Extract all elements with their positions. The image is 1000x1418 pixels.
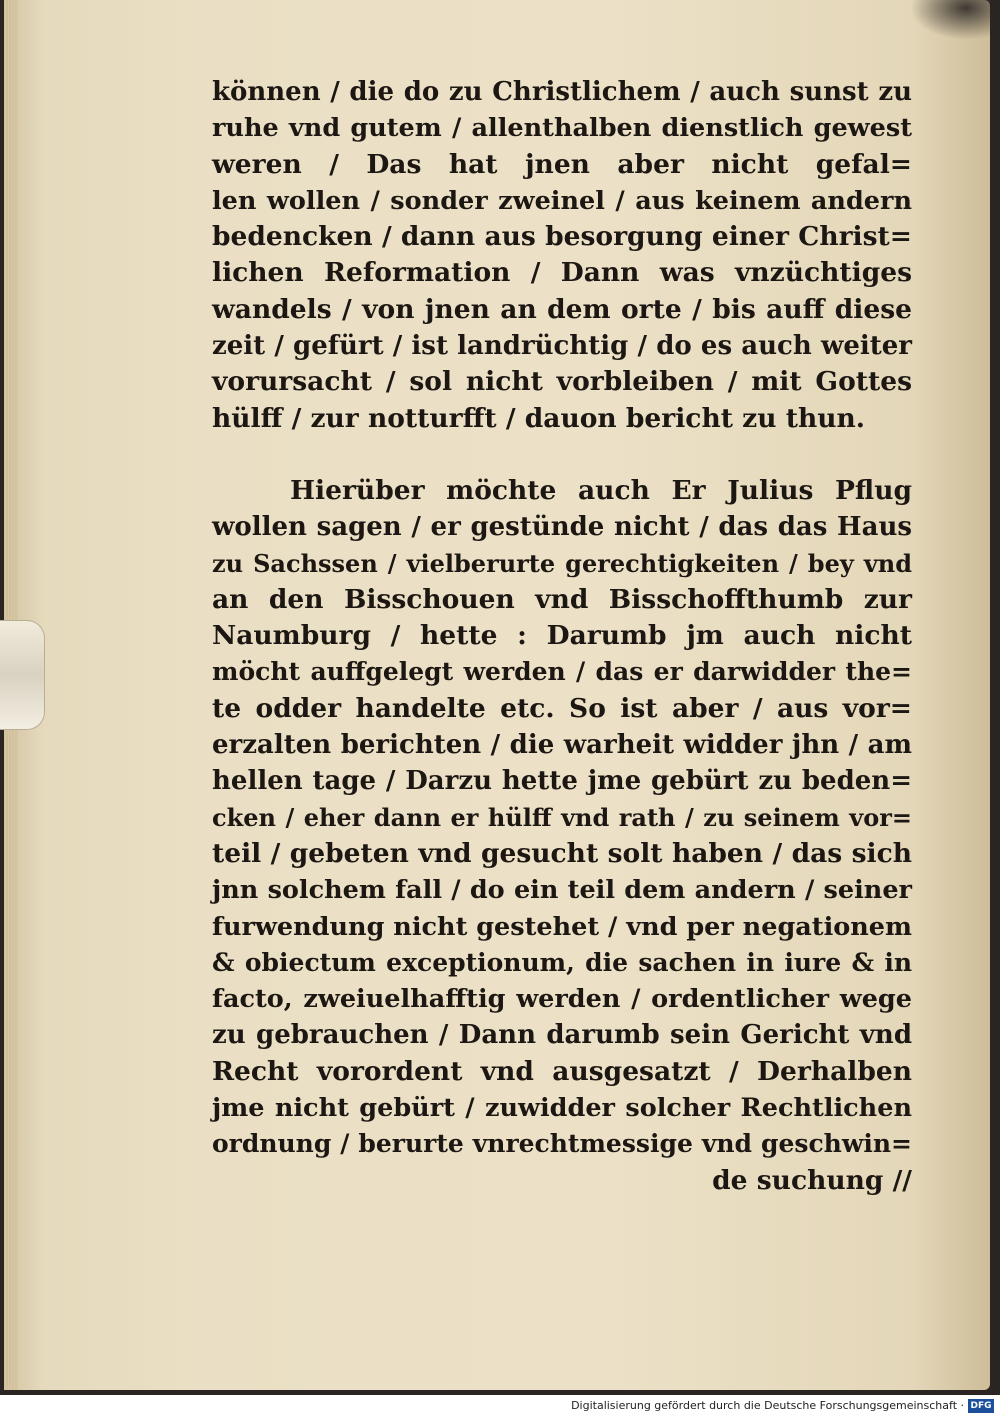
text-line: zu Sachssen / vielberurte gerechtigkeiten / bey vnd: [212, 548, 912, 578]
dfg-logo: DFG: [968, 1399, 994, 1413]
text-line: zu gebrauchen / Dann darumb sein Gericht vnd: [212, 1020, 912, 1051]
text-line: ordnung / berurte vnrechtmessige vnd geschwin=: [212, 1129, 912, 1159]
text-line: Recht vorordent vnd ausgesatzt / Derhalben: [212, 1055, 912, 1087]
text-line: ruhe vnd gutem / allenthalben dienstlich gewest: [212, 113, 912, 144]
text-line: hülff / zur notturfft / dauon bericht zu thun.: [212, 402, 865, 434]
text-line: bedencken / dann aus besorgung einer Christ=: [212, 221, 912, 253]
book-page: [4, 0, 990, 1390]
page-text: [212, 74, 912, 1199]
text-line: wollen sagen / er gestünde nicht / das das Haus: [212, 512, 912, 543]
text-line: an den Bisschouen vnd Bisschoffthumb zur: [212, 583, 912, 615]
paragraph-gap: [212, 437, 912, 473]
text-line: vorursacht / sol nicht vorbleiben / mit Gottes: [212, 366, 912, 398]
text-line: Hierüber möchte auch Er Julius Pflug: [290, 474, 912, 506]
text-line: de suchung //: [712, 1164, 912, 1196]
text-line: te odder handelte etc. So ist aber / aus vor=: [212, 692, 912, 724]
footer-bar: [0, 1396, 1000, 1418]
corner-stain: [910, 0, 990, 40]
text-line: jme nicht gebürt / zuwidder solcher Rechtlichen: [212, 1093, 912, 1124]
text-line: können / die do zu Christlichem / auch sunst zu: [212, 77, 912, 107]
text-line: weren / Das hat jnen aber nicht gefal=: [212, 148, 912, 180]
text-line: jnn solchem fall / do ein teil dem andern / seiner: [212, 875, 912, 906]
page-clip: [0, 620, 45, 730]
text-line: cken / eher dann er hülff vnd rath / zu seinem vor=: [212, 802, 912, 832]
text-line: facto, zweiuelhafftig werden / ordentlicher wege: [212, 984, 912, 1015]
text-line: hellen tage / Darzu hette jme gebürt zu beden=: [212, 766, 912, 797]
text-line: furwendung nicht gestehet / vnd per negationem: [212, 911, 913, 942]
text-line: wandels / von jnen an dem orte / bis auff diese: [212, 293, 912, 325]
text-line: erzalten berichten / die warheit widder jhn / am: [212, 730, 912, 761]
text-line: len wollen / sonder zweinel / aus keinem andern: [212, 185, 912, 216]
text-line: Naumburg / hette : Darumb jm auch nicht: [212, 620, 912, 652]
text-line: möcht auffgelegt werden / das er darwidder the=: [212, 657, 912, 687]
text-line: zeit / gefürt / ist landrüchtig / do es auch weiter: [212, 331, 912, 362]
text-line: teil / gebeten vnd gesucht solt haben / das sich: [212, 837, 912, 869]
funding-credit: Digitalisierung gefördert durch die Deutsche Forschungsgemeinschaft ·: [571, 1399, 964, 1412]
text-line: & obiectum exceptionum, die sachen in iure & in: [212, 947, 912, 977]
text-line: lichen Reformation / Dann was vnzüchtiges: [212, 257, 912, 289]
